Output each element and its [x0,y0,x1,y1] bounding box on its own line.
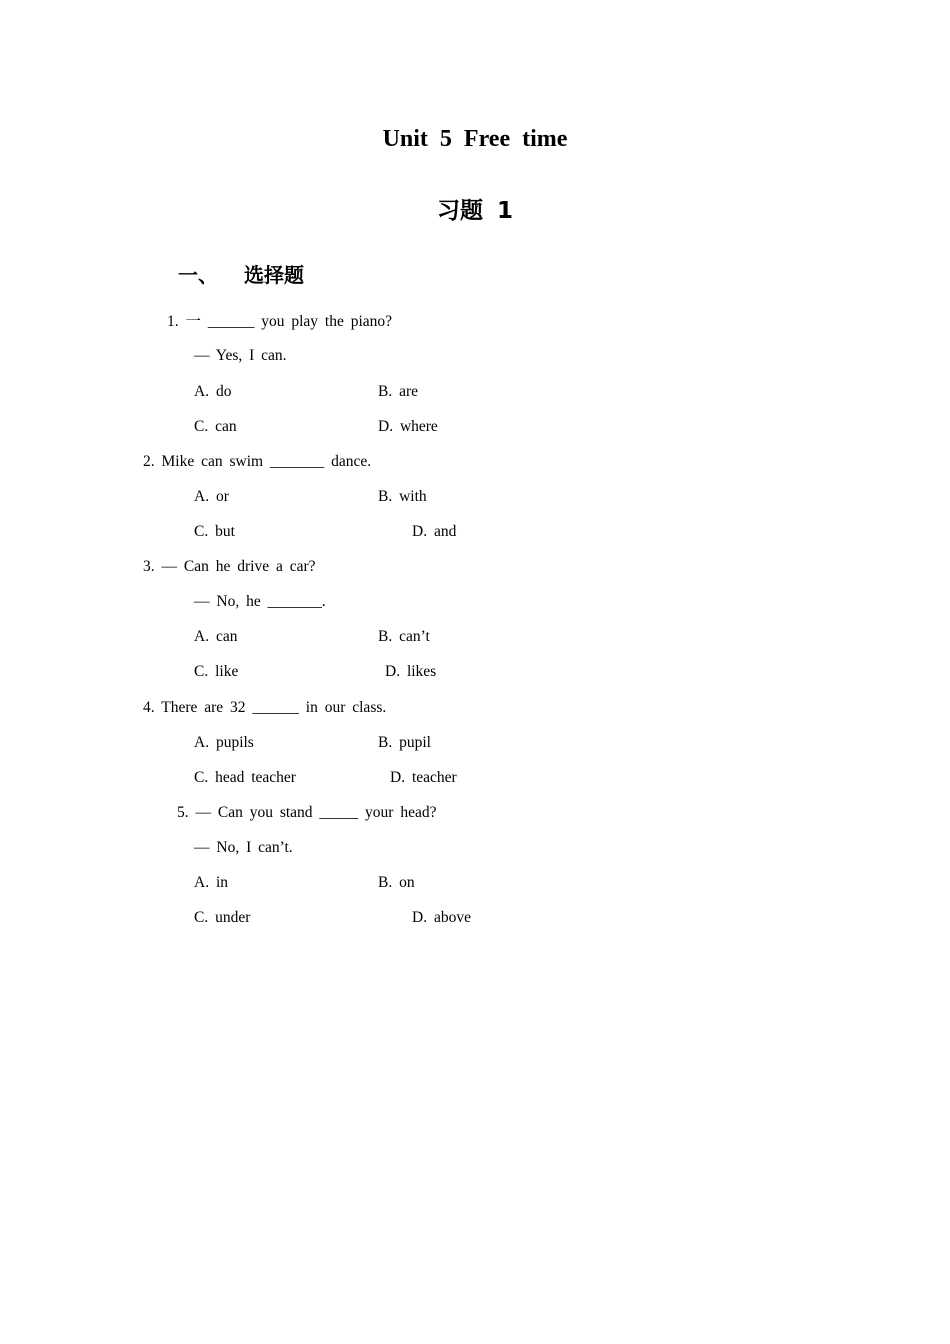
question-2-stem: 2. Mike can swim _______ dance. [143,453,372,470]
question-5-stem: 5. — Can you stand _____ your head? [177,804,437,821]
question-5-reply: — No, I can’t. [194,839,293,856]
question-5-option-a: A. in [194,874,228,891]
question-3-option-b: B. can’t [378,628,430,645]
question-2-option-b: B. with [378,488,427,505]
question-5-option-c: C. under [194,909,251,926]
section-heading: 选择题 [244,263,304,287]
question-1-stem: 1. 一 ______ you play the piano? [167,313,393,330]
question-3-stem: 3. — Can he drive a car? [143,558,316,575]
section-number: 一、 [178,263,218,287]
question-2-option-a: A. or [194,488,229,505]
question-3-reply: — No, he _______. [194,593,326,610]
question-4-stem: 4. There are 32 ______ in our class. [143,699,387,716]
question-4-option-c: C. head teacher [194,769,296,786]
page-subtitle: 习题 1 [436,198,513,224]
question-1-option-d: D. where [378,418,438,435]
question-1-reply: — Yes, I can. [194,347,287,364]
question-5-option-d: D. above [412,909,471,926]
question-5-option-b: B. on [378,874,415,891]
question-2-option-c: C. but [194,523,235,540]
question-1-option-a: A. do [194,383,232,400]
question-1-option-b: B. are [378,383,419,400]
question-1-option-c: C. can [194,418,237,435]
question-4-option-b: B. pupil [378,734,431,751]
question-3-option-c: C. like [194,663,239,680]
question-3-option-d: D. likes [385,663,437,680]
page-title: Unit 5 Free time [382,126,568,152]
question-4-option-a: A. pupils [194,734,254,751]
question-3-option-a: A. can [194,628,238,645]
question-2-option-d: D. and [412,523,457,540]
question-4-option-d: D. teacher [390,769,457,786]
